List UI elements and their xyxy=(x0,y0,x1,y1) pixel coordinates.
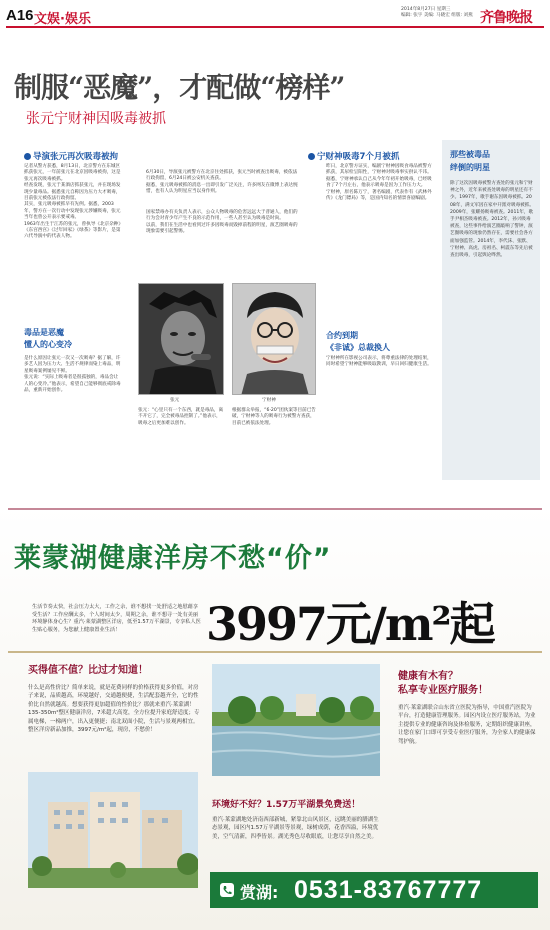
photo-ning-caishen xyxy=(232,283,316,395)
ad-intro: 生活节奏太快，社会压力太大，工作之余，谁不想找一处舒适之地慰藉享受生活？工作应酬太多，个人时间太少，周期之余，谁不想寻一处有美丽环境静体身心生？重汽·莱蒙湖整区洋房，低至1.57万平湖景，专享私人医生贴心服务，为您献上健康置业生活！ xyxy=(32,604,201,633)
hotline-number: 0531-83767777 xyxy=(294,876,483,904)
building-icon xyxy=(28,772,198,888)
col4-body xyxy=(326,164,434,202)
lake-photo xyxy=(212,664,380,776)
col4-body-2 xyxy=(326,356,434,369)
ad-center-text: 重汽·莱蒙湖地处济南西部新城，紧靠北山风景区，远眺美丽的腊湖生态景观，园区内1.57万平湖景等景观，绿树成荫，花香四溢，环境优美，空气清新，四季皆景。湖光秀色尽收眼底，让您尽享自然之美。 xyxy=(212,817,379,840)
ad-right-text: 重汽·莱蒙湖联合山东省立医院为指导，中国重汽医院为平台，打造健康管理服务。园区内设立医疗服务站，为业主提供专业的健康咨询及体检服务，定期组织健康讲座，让您在家门口即可享受专业医疗服务，为全家人的健康保驾护航。 xyxy=(398,705,536,745)
hotline-label: 赏湖: xyxy=(240,883,279,902)
article-subhead: 张元宁财神因吸毒被抓 xyxy=(26,111,166,127)
page-number: A16 xyxy=(6,7,34,24)
drug-title: 毒品是恶魔 xyxy=(24,328,64,337)
col1-title-block xyxy=(24,150,118,162)
col2-body-2 xyxy=(138,408,224,427)
building-photo xyxy=(28,772,198,888)
ad-title: 莱蒙湖健康洋房不愁“价” xyxy=(14,543,332,574)
col4-paragraph: 昨日，北京警方证实，编剧宁财神因吸食毒品被警方抓获，其尿检呈阳性，宁财神对吸毒事实供认不讳。 xyxy=(326,164,432,176)
law-title: 合约到期 xyxy=(326,331,358,340)
col3-body-2 xyxy=(232,408,316,427)
section-title: 文娱·娱乐 xyxy=(34,12,91,27)
hotline-bar xyxy=(210,872,538,908)
col1-paragraph: 记者从警方获悉，8月13日，北京警方在东城区抓获张元，一年前张元在北京因吸毒被拘，这是张元再次吸毒被抓。 xyxy=(24,164,121,182)
header-info xyxy=(401,7,481,19)
portrait-icon xyxy=(139,284,224,395)
col1-paragraph: 1963年出生于江苏的张元，曾执导《北京杂种》《东宫西宫》《过年回家》《绿茶》等影片，是第六代导演中的代表人物。 xyxy=(24,221,121,240)
col3-paragraph: 以前，我们在生活中也看到过许多因吸毒而毁掉前程的明星，演艺圈吸毒的现象需要引起警惕。 xyxy=(146,222,298,235)
ad-right-heading xyxy=(398,670,488,698)
col3-body xyxy=(146,210,298,236)
col4-paragraph: 据悉，宁财神承认自己从今年年初开始吸毒，已经吸食了7个月左右，他表示吸毒是因为工作压力大。 xyxy=(326,176,432,189)
law-section-title xyxy=(326,330,390,354)
ad-right-heading-2: 私享专业医疗服务！ xyxy=(398,685,488,696)
newspaper-logo: 齐鲁晚报 xyxy=(480,10,532,26)
phone-icon xyxy=(218,881,236,899)
col2-paragraph: 据悉，张元吸毒被抓的消息一出即引发广泛关注，许多网友在微博上表达惋惜，也有人认为明星应当以身作则。 xyxy=(146,182,298,195)
col2-paragraph: 张元：“心里只有一个东西，就是毒品，离不开它了，完全被毒品控制了。”他表示，吸毒之后更加难以创作。 xyxy=(138,408,224,426)
header-editors: 编辑: 张字 美编: 马晓宏 组版: 刘燕 xyxy=(401,13,473,18)
col2-paragraph: 6月30日，导演张元被警方在北京住处抓获，张元当时被查出吸毒，被依法行政拘留，6月24日被公安机关查获。 xyxy=(146,170,298,182)
col3-paragraph: 根据群众举报，“6·20”团伙案等目前已告破，宁财神等人的吸毒行为被警方查获，目前已被依法处理。 xyxy=(232,408,316,426)
col4-title-block xyxy=(308,150,399,162)
ad-left-text: 什么是高性价比？简单来说，就是花费同样的价格获得更多价值，对房子来说，品质越高，环境越好，交通越便捷，生活配套越齐全，它的性价比自然就越高。想要获得更加超值的性价比？那就来重汽·莱蒙湖！135-350m²整区健康洋房，7米超大高宽，全方位提升家庭舒适度；专属电梯，一梯两户，出入更便捷；南北双面小院，生活与景观两相宜。整区洋房新品加推，3997元/m²起，现房，不愁价！ xyxy=(28,685,200,734)
col1-title: 导演张元再次吸毒被拘 xyxy=(33,152,119,162)
col1-paragraph: 是什么原因让张元一次又一次吸毒？据了解，许多艺人因为压力大、生活不规律而染上毒品，明星吸毒案例屡见不鲜。 xyxy=(24,356,121,374)
header-date: 2014年8月27日 星期三 xyxy=(401,7,451,12)
col2-body xyxy=(146,170,298,196)
page-header xyxy=(6,4,544,28)
ad-price: 3997元/m²起 xyxy=(206,597,494,651)
sidebar-title xyxy=(450,148,490,174)
law-subtitle: 《非诚》总裁换人 xyxy=(326,343,390,352)
photo-zhang-yuan xyxy=(138,283,224,395)
ad-center-heading: 环境好不好？1.57万平湖景免费送！ xyxy=(212,800,361,810)
col1-paragraph: 其实，张元吸毒被抓早有先例。据悉，2003年，警方在一次行动中发现张元涉嫌吸毒，张元当年也曾公开表示要戒毒。 xyxy=(24,202,121,221)
sidebar-box xyxy=(442,140,540,480)
col1-paragraph: 经查发现，张元于某酒店抓获张元，并在现场发现少量毒品。据悉张元自称因为压力大才吸毒，目前张元被依法行政拘留。 xyxy=(24,183,121,202)
col1-body-2 xyxy=(24,356,122,394)
ad-right-heading-1: 健康有木有？ xyxy=(398,671,458,682)
col4-paragraph: 宁财神所在影视公司表示，将尊重法律的处理结果，同时希望宁财神能够吸取教训，早日回归健康生活。 xyxy=(326,356,432,368)
sidebar-text: 除了这次因吸毒被警方查处的张元和宁财神之外，近年来被查处吸毒的明星还有不少。1997年，歌手谢东因吸毒被抓。2008年，满文军因在家中开派对吸毒被抓。2009年，张耀扬吸毒被查。2011年，歌手尹相杰吸毒被查。2012年，孙兴吸毒被查，这些事件给演艺圈敲响了警钟，演艺圈吸毒的现象仍然存在，需要社会各方面加强监管。2014年，李代沫、张默、宁财神、高虎、房祖名、柯震东等先后被查出吸毒，引起舆论哗然。 xyxy=(450,181,534,259)
article-headline: 制服“恶魔”，才配做“榜样” xyxy=(14,71,345,104)
portrait-icon xyxy=(233,284,316,395)
bullet-icon xyxy=(308,153,315,160)
col3-paragraph: 国家禁毒办有关负责人表示，公众人物吸毒的危害远远大于普通人，他们的行为会对青少年产生不良的示范作用，一些人甚至认为吸毒是时尚。 xyxy=(146,210,298,222)
col1-body xyxy=(24,164,122,241)
drug-section-title xyxy=(24,327,72,351)
photo2-caption: 宁财神 xyxy=(262,398,276,403)
photo1-caption: 张元 xyxy=(170,398,180,403)
lake-icon xyxy=(212,664,380,776)
col4-title: 宁财神吸毒7个月被抓 xyxy=(317,152,400,162)
ad-left-heading: 买得值不值？比过才知道！ xyxy=(28,665,148,676)
drug-subtitle: 懂人的心变冷 xyxy=(24,340,72,349)
col4-paragraph: 宁财神，原名陈万宁，著名编剧，代表作有《武林外传》《龙门镖局》等，是国内知名的情景喜剧编剧。 xyxy=(326,189,432,202)
sidebar-title-line1: 那些被毒品 xyxy=(450,150,490,159)
col1-paragraph: 张元说：“实际上吸毒者是很孤独的，毒品会让人的心变冷。”他表示，希望自己能够彻底戒除毒品，重新开始创作。 xyxy=(24,375,121,394)
sidebar-title-line2: 绊倒的明星 xyxy=(450,163,490,172)
bullet-icon xyxy=(24,153,31,160)
